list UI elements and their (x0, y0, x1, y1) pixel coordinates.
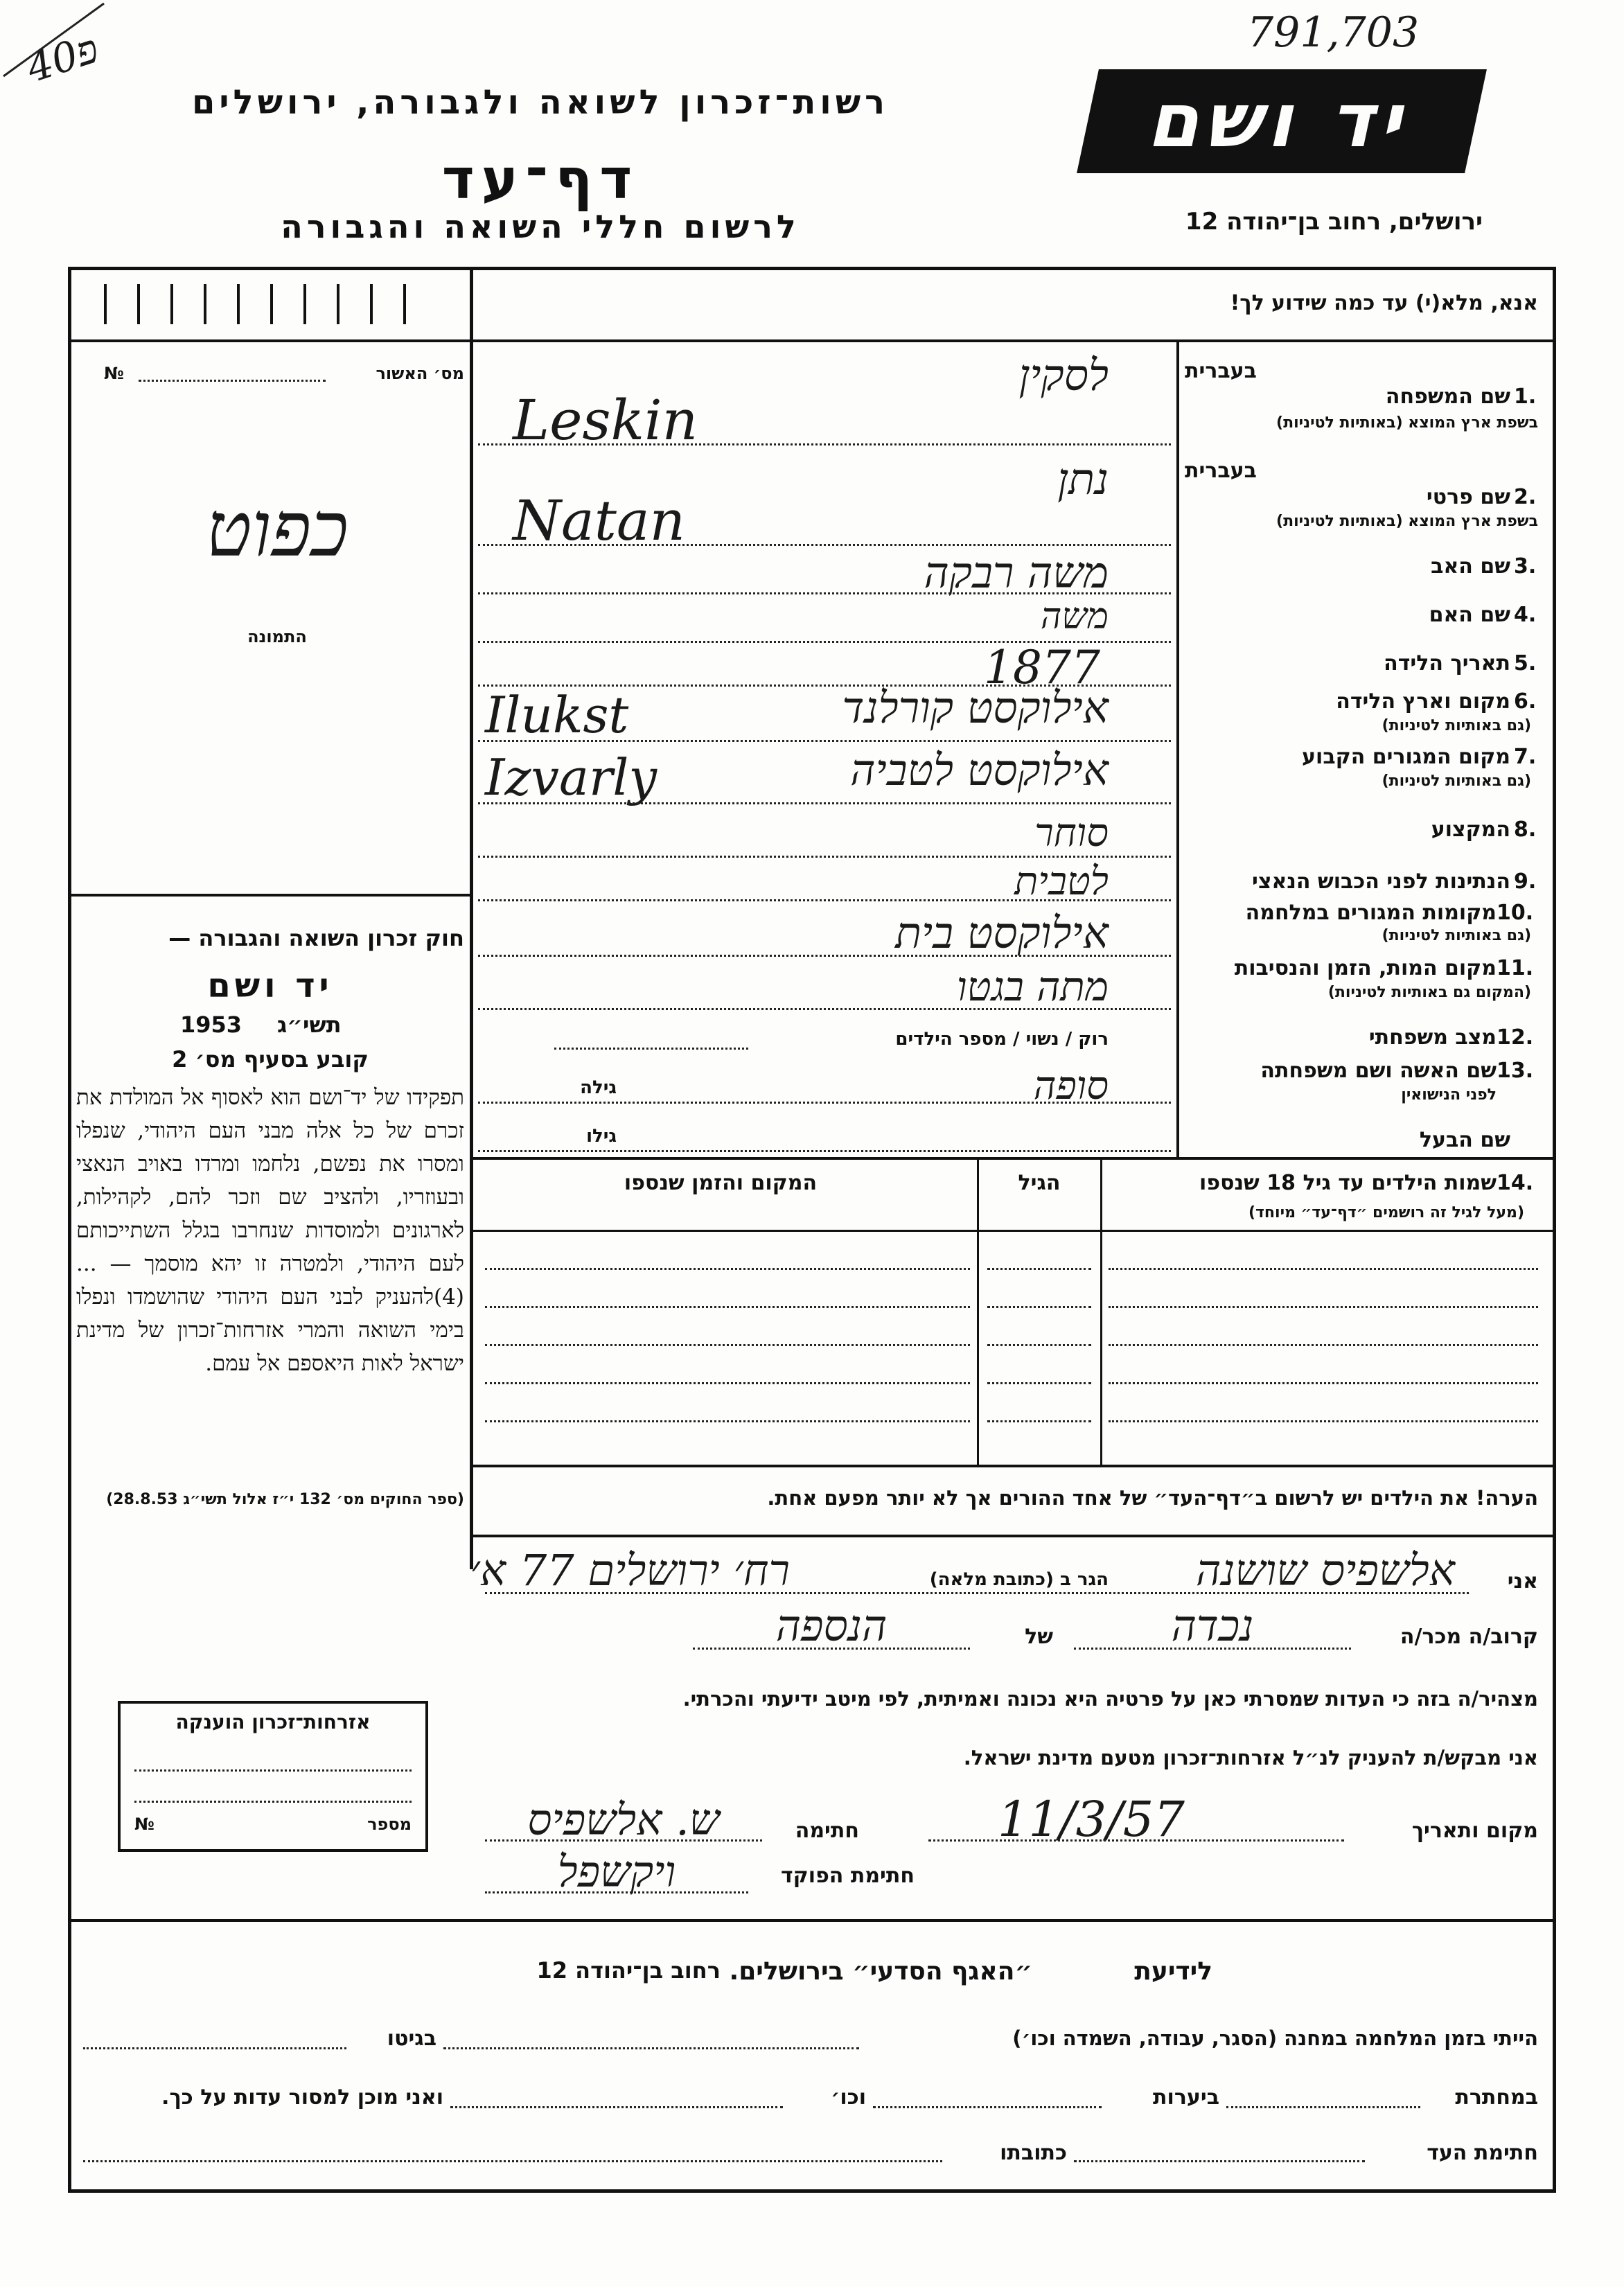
ready-label: ואני מוכן למסור עדות על כך. (161, 2085, 443, 2110)
wife-age-label: גילה (580, 1077, 617, 1098)
row-13-number: 13. (1497, 1059, 1534, 1083)
birth-date[interactable]: 1877 (984, 641, 1100, 694)
children-label: שמות הילדים עד גיל 18 שנספו (1199, 1171, 1497, 1195)
row-7-number: 7. (1514, 745, 1537, 769)
row-13-label: שם האשה ושם משפחתה (1260, 1059, 1497, 1083)
row-3-number: 3. (1514, 554, 1537, 579)
row-13-sublabel: לפני הנישואין (1401, 1086, 1497, 1104)
law-name: יד ושם (207, 966, 333, 1005)
declarant-address-label: הגר ב (כתובת מלאה) (929, 1569, 1109, 1590)
row-6-number: 6. (1514, 689, 1537, 714)
mother-name[interactable]: משה (1040, 596, 1109, 637)
law-source: (ספר החוקים מס׳ 132 י״ז אלול תשי״ג 28.8.53) (106, 1491, 464, 1508)
husband-age-label: גילו (586, 1126, 617, 1147)
residence-hebrew[interactable]: אילוקסט לטביה (850, 745, 1109, 795)
ghetto-label: בגיטו (387, 2026, 436, 2051)
barcode-ticks (104, 284, 450, 326)
children-row-number: 14. (1497, 1171, 1534, 1195)
of-value[interactable]: הנספה (775, 1600, 888, 1651)
row-6-sublabel: (גם באותיות לטיניות) (1382, 717, 1531, 734)
row-11-sublabel: (המקום גם באותיות לטיניות) (1327, 984, 1531, 1001)
archive-address: ירושלים, רחוב בן־יהודה 12 (1185, 208, 1483, 236)
witness-signature-label: חתימת העד (1427, 2141, 1538, 2165)
profession[interactable]: סוחר (1034, 811, 1109, 856)
hebrew-label-row-1: בעברית (1185, 359, 1257, 383)
row-12-number: 12. (1497, 1025, 1534, 1050)
family-name-latin[interactable]: Leskin (513, 388, 698, 452)
survivor-title-address: רחוב בן־יהודה 12 (536, 1957, 721, 1984)
row-10-sublabel: (גם באותיות לטיניות) (1382, 927, 1531, 944)
row-5-label: תאריך הלידה (1384, 651, 1510, 675)
citizenship[interactable]: לטבית (1014, 859, 1109, 904)
row-1-number: 1. (1514, 385, 1537, 409)
photo-handwritten: כפוט (206, 485, 348, 574)
row-7-label: מקום המגורים הקבוע (1302, 745, 1510, 769)
citizenship-box (118, 1701, 428, 1852)
row-1-sublabel: בשפת ארץ המוצא (באותיות לטיניות) (1276, 414, 1538, 432)
survivor-title-prefix: לידיעת (1134, 1957, 1212, 1986)
husband-label: שם הבעל (1419, 1128, 1510, 1152)
law-body: תפקידו של יד־ושם הוא לאסוף אל המולדת את זכרם של כל אלה מבני העם היהודי, שנפלו ומסרו את נפשם, נלחמו ומרדו באויב הנאצי ובעוזריו, ולהציב שם וזכר להם, לקהילות, לארגונים ולמוסדות שנחרבו בגלל השתייכותם לעם היהודי, ולמטרה זו יהא מוסמך — ...(4)להעניק לבני העם היהודי שהושמדו ונפלו בימי השואה והמרי אזרחות־זכרון של מדינת ישראל לאות היאספם אל עמם. (76, 1085, 464, 1376)
declarant-address[interactable]: רח׳ ירושלים 77 א׳ (470, 1545, 790, 1596)
row-2-label: שם פרטי (1426, 485, 1510, 509)
survivor-title-department: ״האגף הסדעי״ בירושלים. (729, 1957, 1032, 1986)
row-9-number: 9. (1514, 869, 1537, 894)
children-sublabel: (מעל לגיל זה רושמים ״דף־עד״ מיוחד) (1248, 1204, 1524, 1221)
form-plea: אנא, מלא(י) עד כמה שידוע לך! (1230, 291, 1538, 315)
row-5-number: 5. (1514, 651, 1537, 675)
declaration-date[interactable]: 11/3/57 (998, 1791, 1185, 1848)
camp-line-label: הייתי בזמן המלחמה במחנה (הסגר, עבודה, השמדה וכו׳) (1012, 2026, 1538, 2050)
request-text: אני מבקש/ת להעניק לנ״ל אזרחות־זכרון מטעם מדינת ישראל. (963, 1746, 1538, 1769)
row-9-label: הנתינות לפני הכבוש הנאצי (1252, 869, 1510, 894)
father-name[interactable]: משה רבקה (924, 547, 1109, 598)
children-place-header: המקום והזמן שנספו (624, 1171, 818, 1195)
clerk-signature[interactable]: ויקשפל (557, 1846, 676, 1897)
row-3-label: שם האב (1431, 554, 1510, 579)
wife-name[interactable]: סופה (1033, 1063, 1109, 1109)
row-11-number: 11. (1497, 956, 1534, 980)
row-1-label: שם המשפחה (1385, 385, 1510, 409)
residence-latin[interactable]: Izvarly (485, 748, 657, 806)
citizenship-number-label: מספר (367, 1814, 412, 1834)
row-2-sublabel: בשפת ארץ המוצא (באותיות לטיניות) (1276, 513, 1538, 530)
doc-subtitle: לרשום חללי השואה והגבורה (281, 208, 800, 245)
children-note: הערה! את הילדים יש לרשום ב״דף־העד״ של אחד ההורים אך לא יותר מפעם אחת. (767, 1486, 1538, 1510)
clerk-signature-label: חתימת הפוקד (781, 1864, 915, 1888)
yad-vashem-logo: יד ושם (1077, 69, 1487, 173)
forest-label: ביערות (1153, 2085, 1219, 2110)
approval-number-field[interactable] (139, 380, 326, 382)
row-2-number: 2. (1514, 485, 1537, 509)
declaration-text: מצהיר/ה בזה כי העדות שמסרתי כאן על פרטיה היא נכונה ואמיתית, לפי מיטב ידיעתי והכרתי. (682, 1687, 1538, 1711)
row-8-label: המקצוע (1431, 818, 1510, 842)
row-4-label: שם האם (1429, 603, 1510, 627)
row-8-number: 8. (1514, 818, 1537, 842)
citizenship-no-symbol: № (134, 1814, 155, 1834)
hebrew-label-row-2: בעברית (1185, 459, 1257, 483)
witness-address-label: כתובתו (1000, 2141, 1067, 2165)
of-label: של (1025, 1625, 1053, 1649)
declarant-name[interactable]: אלשפיס שושנה (1196, 1545, 1455, 1596)
etc-label: וכו׳ (831, 2085, 866, 2110)
law-year: 1953 (180, 1012, 242, 1038)
given-name-hebrew[interactable]: נתן (1057, 454, 1109, 504)
signature-label: חתימה (795, 1819, 859, 1843)
relation-value[interactable]: נכדה (1171, 1600, 1254, 1651)
row-10-label: מקומות המגורים במלחמה (1245, 901, 1497, 925)
doc-title: דף־עד (441, 147, 639, 211)
marital-status-options[interactable]: רוק / נשוי / מספר הילדים (895, 1029, 1109, 1050)
row-4-number: 4. (1514, 603, 1537, 627)
institution-line: רשות־זכרון לשואה ולגבורה, ירושלים (191, 83, 890, 122)
citizenship-box-title: אזרחות־זכרון הוענקה (175, 1711, 371, 1733)
row-12-label: מצב משפחתי (1368, 1025, 1497, 1050)
corner-mark: 40פ (21, 24, 105, 92)
corner-diagonal-line (0, 0, 139, 83)
place-date-label: מקום ותאריך (1411, 1819, 1538, 1843)
photo-label: התמונה (247, 627, 307, 646)
wartime-residence[interactable]: אילוקסט בית (895, 908, 1109, 958)
children-age-header: הגיל (1018, 1171, 1061, 1195)
given-name-latin[interactable]: Natan (513, 488, 686, 553)
approval-no-symbol: № (104, 364, 124, 383)
death-place[interactable]: מתה בגטו (956, 963, 1109, 1010)
relation-label: קרוב/ה מכר/ה (1400, 1625, 1538, 1649)
row-11-label: מקום המות, הזמן והנסיבות (1234, 956, 1497, 980)
birthplace-hebrew[interactable]: אילוקסט קורלנד (842, 682, 1109, 733)
hiding-label: במחתרת (1455, 2085, 1538, 2110)
family-name-hebrew[interactable]: לסקין (1018, 350, 1109, 400)
declarant-signature[interactable]: ש. אלשפיס (527, 1794, 720, 1845)
row-10-number: 10. (1497, 901, 1534, 925)
law-title: חוק זכרון השואה והגבורה — (168, 925, 464, 951)
approval-number-label: מס׳ האשור (376, 364, 464, 383)
law-clause: קובע בסעיף מס׳ 2 (172, 1046, 369, 1072)
handwritten-archive-number: 791,703 (1247, 8, 1420, 57)
declarant-i-label: אני (1507, 1569, 1538, 1593)
row-6-label: מקום וארץ הלידה (1336, 689, 1510, 714)
birthplace-latin[interactable]: Ilukst (485, 686, 629, 744)
row-7-sublabel: (גם באותיות לטיניות) (1382, 772, 1531, 790)
law-year-hebrew: תשי״ג (277, 1012, 342, 1038)
